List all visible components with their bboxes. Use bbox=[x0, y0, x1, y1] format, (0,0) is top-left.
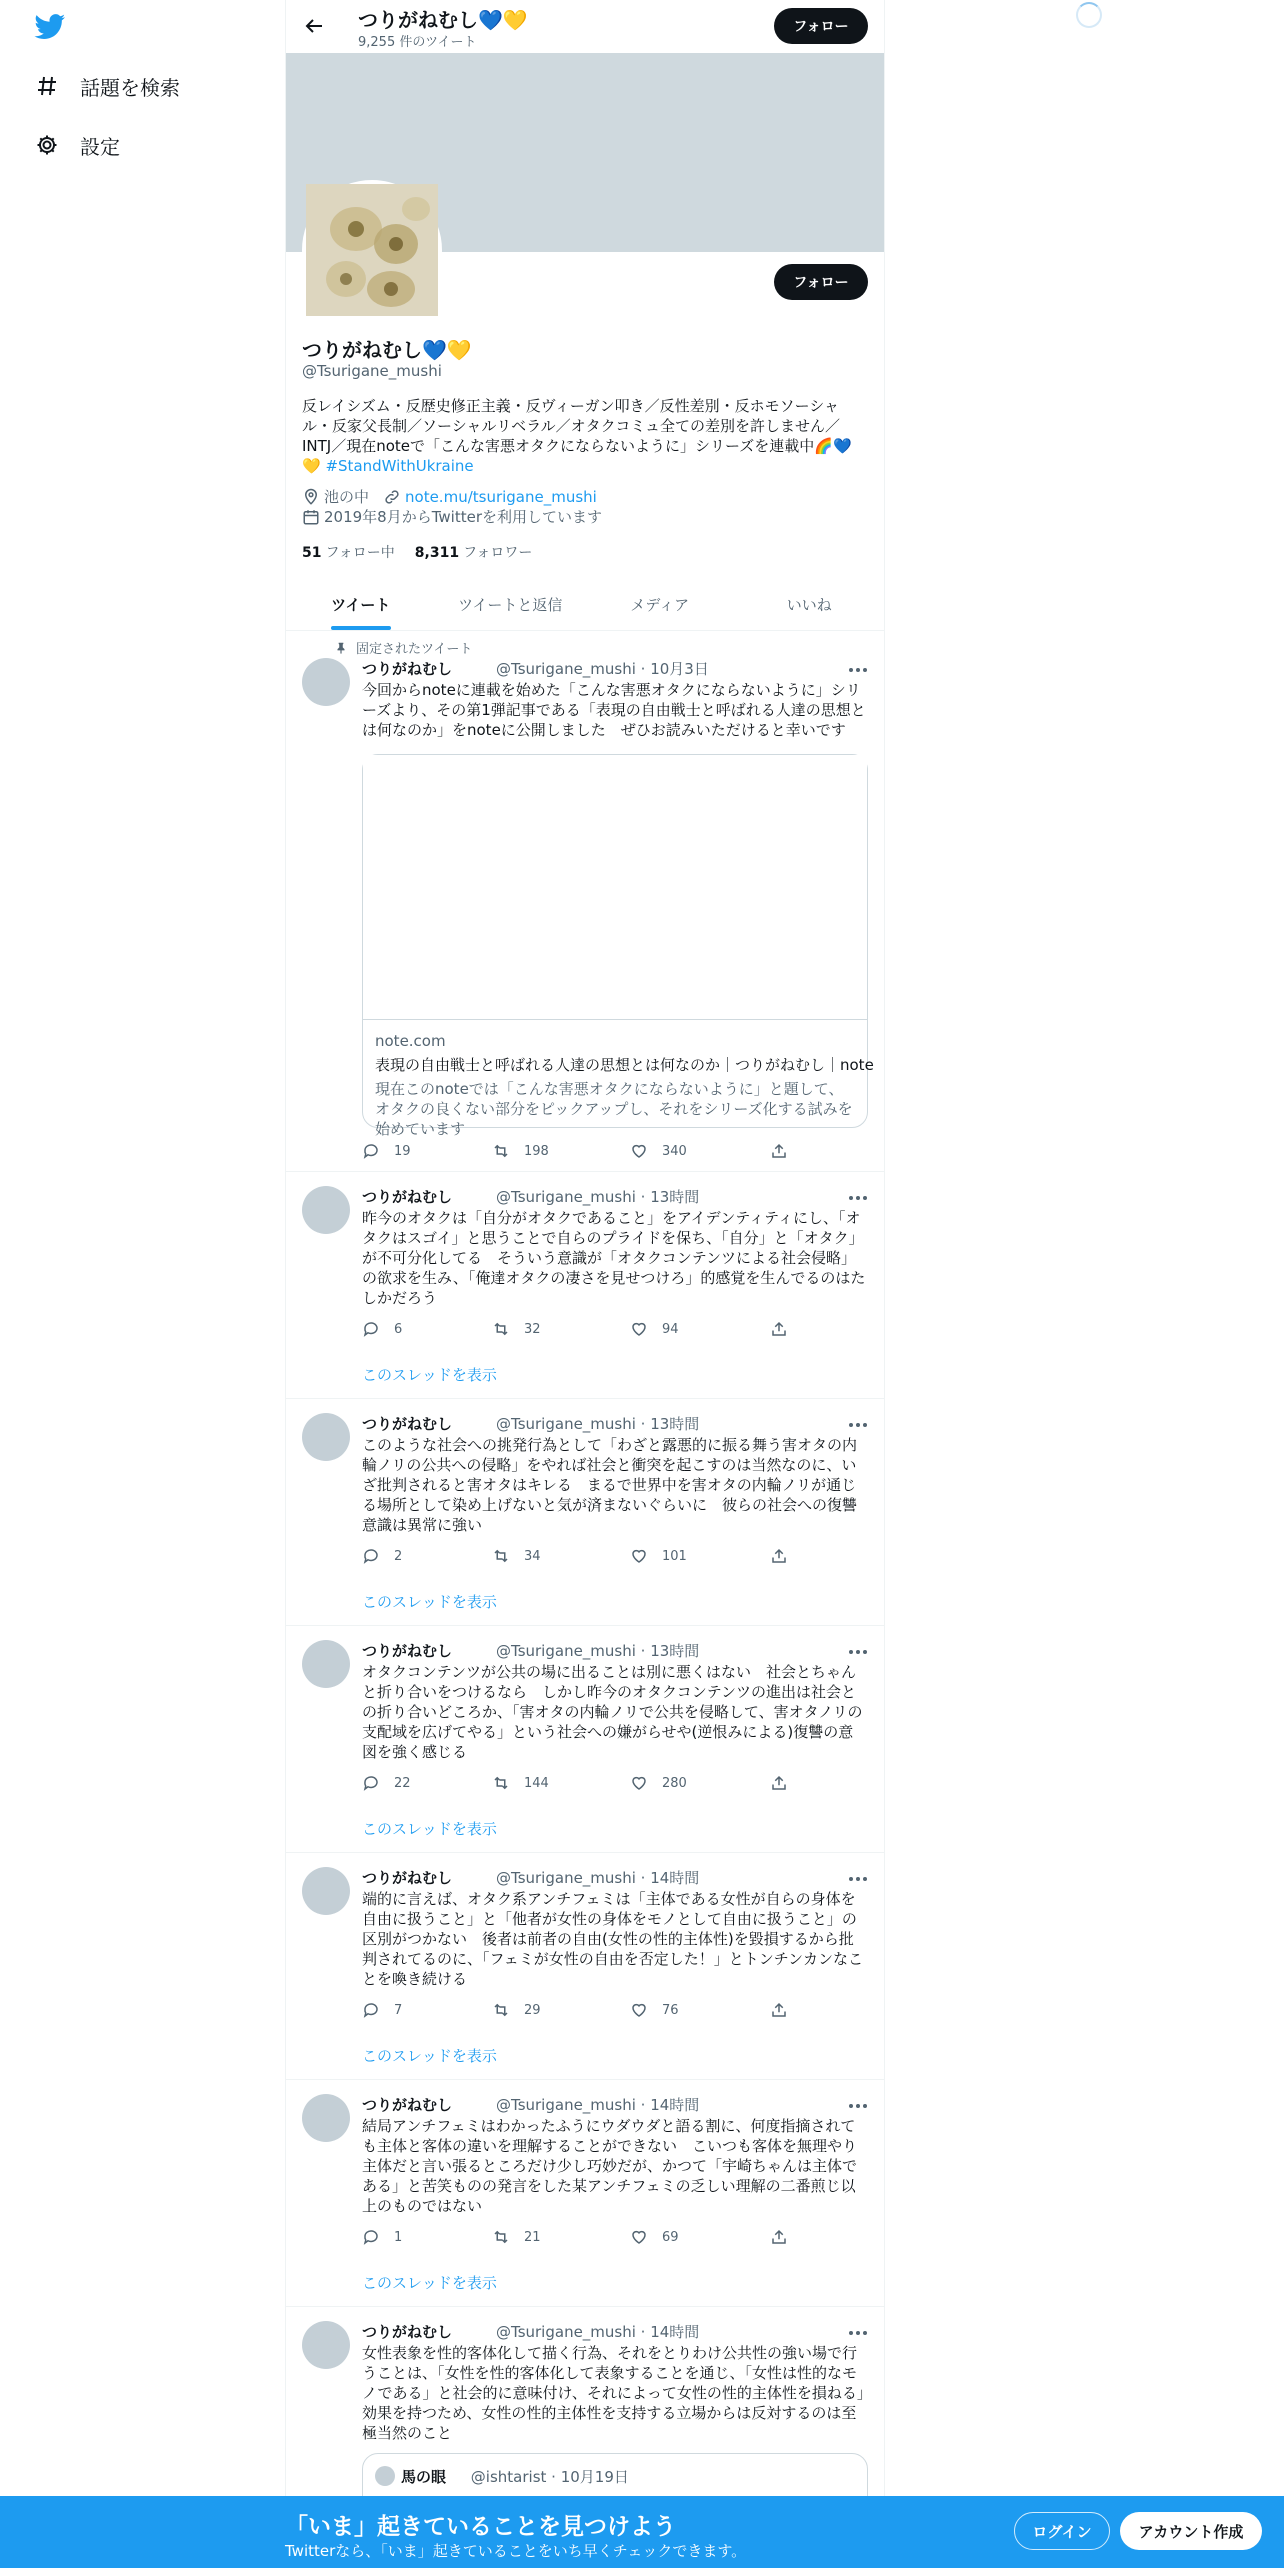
tweet[interactable] bbox=[286, 2080, 884, 2307]
retweet-icon bbox=[492, 2228, 510, 2246]
retweet-icon bbox=[492, 1547, 510, 1565]
share-icon bbox=[770, 2228, 788, 2246]
retweet-icon bbox=[492, 1320, 510, 1338]
signup-banner-subtitle: Twitterなら、「いま」起きていることをいち早くチェックできます。 bbox=[285, 2542, 747, 2560]
reply-count: 6 bbox=[394, 1321, 403, 1337]
profile-joined bbox=[302, 506, 602, 527]
tweet-author-name[interactable]: つりがねむし bbox=[362, 1188, 453, 1206]
quoted-tweet-handle-time: @ishtarist · 10月19日 bbox=[470, 2468, 629, 2486]
share-button[interactable] bbox=[770, 2228, 802, 2246]
show-thread-link[interactable]: このスレッドを表示 bbox=[362, 2047, 497, 2065]
like-count: 76 bbox=[662, 2002, 679, 2018]
more-options-icon[interactable] bbox=[848, 1642, 868, 1662]
following-label: フォロー中 bbox=[325, 545, 395, 561]
pin-icon bbox=[334, 641, 348, 655]
profile-follow-stats bbox=[302, 542, 552, 562]
like-button[interactable] bbox=[630, 2228, 679, 2246]
tweet-avatar[interactable] bbox=[302, 1186, 350, 1234]
tweet-handle-time[interactable]: @Tsurigane_mushi · 14時間 bbox=[496, 2096, 700, 2114]
tweet[interactable] bbox=[286, 1399, 884, 1626]
tweet-handle-time[interactable]: @Tsurigane_mushi · 14時間 bbox=[496, 1869, 700, 1887]
profile-tabs bbox=[286, 578, 884, 631]
tweet-text: 今回からnoteに連載を始めた「こんな害悪オタクにならないように」シリーズより、その第1弾記事である「表現の自由戦士と呼ばれる人達の思想とは何なのか」をnoteに公開しました ぜひお読みいただけると幸いです bbox=[362, 681, 866, 739]
signup-button[interactable]: アカウント作成 bbox=[1120, 2512, 1262, 2550]
heart-icon bbox=[630, 1774, 648, 1792]
signup-banner-title: 「いま」起きていることを見つけよう bbox=[285, 2514, 676, 2540]
tweet-header bbox=[362, 1867, 699, 1888]
reply-icon bbox=[362, 1142, 380, 1160]
tweet-actions bbox=[362, 1547, 792, 1567]
left-nav bbox=[0, 0, 285, 2568]
retweet-count: 29 bbox=[524, 2002, 541, 2018]
reply-count: 1 bbox=[394, 2229, 403, 2245]
loading-spinner bbox=[1076, 2, 1102, 28]
location-pin-icon bbox=[302, 488, 320, 506]
profile-bio bbox=[302, 396, 868, 476]
pinned-label-text: 固定されたツイート bbox=[356, 642, 473, 657]
share-button[interactable] bbox=[770, 1320, 802, 1338]
more-options-icon[interactable] bbox=[848, 1869, 868, 1889]
reply-count: 2 bbox=[394, 1548, 403, 1564]
nav-item-label: 話題を検索 bbox=[80, 75, 180, 100]
more-options-icon[interactable] bbox=[848, 1415, 868, 1435]
tweet-header bbox=[362, 2094, 699, 2115]
reply-button[interactable] bbox=[362, 1320, 402, 1338]
share-button[interactable] bbox=[770, 1774, 802, 1792]
like-button[interactable] bbox=[630, 1142, 687, 1160]
tweet-header bbox=[362, 658, 709, 679]
share-button[interactable] bbox=[770, 2001, 802, 2019]
like-button[interactable] bbox=[630, 1320, 679, 1338]
profile-joined-text: 2019年8月からTwitterを利用しています bbox=[324, 508, 602, 526]
share-icon bbox=[770, 1547, 788, 1565]
tweet-author-name[interactable]: つりがねむし bbox=[362, 2096, 453, 2114]
tweet-text: 端的に言えば、オタク系アンチフェミは「主体である女性が自らの身体を自由に扱うこと」と「他者が女性の身体をモノとして自由に扱うこと」の区別がつかない 後者は前者の自由(女性の性的主体性)を毀損するから批判されてるのに、「フェミが女性の自由を否定した！」とトンチンカンなことを喚き続ける bbox=[362, 1890, 864, 1988]
retweet-count: 198 bbox=[524, 1143, 549, 1159]
hashtag-icon bbox=[34, 73, 60, 99]
quoted-tweet-author: 馬の眼 bbox=[401, 2468, 447, 2486]
retweet-count: 34 bbox=[524, 1548, 541, 1564]
followers-link[interactable] bbox=[415, 542, 533, 562]
like-count: 94 bbox=[662, 1321, 679, 1337]
reply-button[interactable] bbox=[362, 2228, 402, 2246]
tweet-actions bbox=[362, 1774, 792, 1794]
heart-icon bbox=[630, 1320, 648, 1338]
reply-button[interactable] bbox=[362, 1142, 411, 1160]
tweet-header bbox=[362, 1186, 699, 1207]
profile-bio-hashtag[interactable]: #StandWithUkraine bbox=[325, 457, 474, 475]
profile-location bbox=[302, 486, 369, 507]
tweet-text: オタクコンテンツが公共の場に出ることは別に悪くはない 社会とちゃんと折り合いをつけるなら しかし昨今のオタクコンテンツの進出は社会との折り合いどころか、「害オタの内輪ノリで公共を侵略して、害オタノリの支配域を広げてやる」という社会への嫌がらせや(逆恨みによる)復讐の意図を強く感じる bbox=[362, 1663, 863, 1761]
profile-name: つりがねむし💙💛 bbox=[302, 338, 472, 362]
profile-meta bbox=[302, 486, 611, 507]
link-card[interactable] bbox=[362, 754, 874, 1138]
show-thread-link[interactable]: このスレッドを表示 bbox=[362, 1820, 497, 1838]
retweet-button[interactable] bbox=[492, 2228, 541, 2246]
retweet-icon bbox=[492, 1774, 510, 1792]
back-arrow-icon[interactable] bbox=[302, 14, 326, 38]
like-count: 280 bbox=[662, 1775, 687, 1791]
like-count: 340 bbox=[662, 1143, 687, 1159]
tweet-author-name[interactable]: つりがねむし bbox=[362, 2323, 453, 2341]
more-options-icon[interactable] bbox=[848, 660, 868, 680]
link-card-image bbox=[363, 755, 867, 1020]
reply-icon bbox=[362, 1547, 380, 1565]
tweet-avatar[interactable] bbox=[302, 2094, 350, 2142]
share-icon bbox=[770, 2001, 788, 2019]
tweet-handle-time[interactable]: @Tsurigane_mushi · 13時間 bbox=[496, 1642, 700, 1660]
tweet-author-name[interactable]: つりがねむし bbox=[362, 660, 453, 678]
profile-bio-text: 反レイシズム・反歴史修正主義・反ヴィーガン叩き／反性差別・反ホモソーシャル・反家父長制／ソーシャルリベラル／オタクコミュ全ての差別を許しません／INTJ／現在noteで「こんな害悪オタクにならないように」シリーズを連載中🌈💙💛 bbox=[302, 397, 852, 475]
tweet-avatar[interactable] bbox=[302, 658, 350, 706]
header-profile-name: つりがねむし💙💛 bbox=[358, 8, 528, 32]
tweet-author-name[interactable]: つりがねむし bbox=[362, 1869, 453, 1887]
calendar-icon bbox=[302, 508, 320, 526]
tweet-handle-time[interactable]: @Tsurigane_mushi · 13時間 bbox=[496, 1188, 700, 1206]
tweet-actions bbox=[362, 1142, 792, 1162]
heart-icon bbox=[630, 1547, 648, 1565]
tweet-text: このような社会への挑発行為として「わざと露悪的に振る舞う害オタの内輪ノリの公共への侵略」をやれば社会と衝突を起こすのは当然なのに、いざ批判されると害オタはキレる まるで世界中を害オタの内輪ノリが通じる場所として染め上げないと気が済まないぐらいに 彼らの社会への復讐意識は異常に強い bbox=[362, 1436, 858, 1534]
heart-icon bbox=[630, 2228, 648, 2246]
followers-count: 8,311 bbox=[414, 545, 460, 561]
heart-icon bbox=[630, 2001, 648, 2019]
reply-button[interactable] bbox=[362, 1774, 411, 1792]
retweet-icon bbox=[492, 2001, 510, 2019]
main-column bbox=[285, 0, 885, 2568]
link-card-description: 現在このnoteでは「こんな害悪オタクにならないように」と題して、オタクの良くない部分をピックアップし、それをシリーズ化する試みを始めています bbox=[375, 1080, 853, 1138]
tweet[interactable] bbox=[286, 1626, 884, 1853]
tweet-author-name[interactable]: つりがねむし bbox=[362, 1642, 453, 1660]
tweet-avatar[interactable] bbox=[302, 1413, 350, 1461]
like-button[interactable] bbox=[630, 2001, 679, 2019]
twitter-logo-icon[interactable] bbox=[34, 14, 66, 40]
tweet-text: 結局アンチフェミはわかったふうにウダウダと語る割に、何度指摘されても主体と客体の違いを理解することができない こいつも客体を無理やり主体だと言い張るところだけ少し巧妙だが、かつて「宇崎ちゃんは主体である」と苦笑ものの発言をした某アンチフェミの乏しい理解の二番煎じ以上のものではない bbox=[362, 2117, 858, 2215]
like-button[interactable] bbox=[630, 1774, 687, 1792]
tweet-actions bbox=[362, 2001, 792, 2021]
reply-icon bbox=[362, 2001, 380, 2019]
profile-website-link[interactable]: note.mu/tsurigane_mushi bbox=[405, 487, 597, 506]
signup-banner bbox=[0, 2496, 1284, 2568]
tweet[interactable] bbox=[286, 632, 884, 1172]
retweet-count: 144 bbox=[524, 1775, 549, 1791]
profile-handle: @Tsurigane_mushi bbox=[302, 362, 442, 380]
tweet-handle-time[interactable]: @Tsurigane_mushi · 14時間 bbox=[496, 2323, 700, 2341]
retweet-button[interactable] bbox=[492, 1774, 549, 1792]
reply-count: 7 bbox=[394, 2002, 403, 2018]
show-thread-link[interactable]: このスレッドを表示 bbox=[362, 2274, 497, 2292]
profile-location-text: 池の中 bbox=[324, 488, 370, 506]
show-thread-link[interactable]: このスレッドを表示 bbox=[362, 1593, 497, 1611]
heart-icon bbox=[630, 1142, 648, 1160]
tweet-author-name[interactable]: つりがねむし bbox=[362, 1415, 453, 1433]
tweet-text: 昨今のオタクは「自分がオタクであること」をアイデンティティにし、「オタクはスゴイ」と思うことで自らのプライドを保ち、「自分」と「オタク」が不可分化してる そういう意識が「オタクコンテンツによる社会侵略」の欲求を生み、「俺達オタクの凄さを見せつけろ」的感覚を生んでるのはたしかだろう bbox=[362, 1209, 866, 1307]
tweet-avatar[interactable] bbox=[302, 1867, 350, 1915]
gear-icon bbox=[34, 132, 60, 158]
share-button[interactable] bbox=[770, 1142, 802, 1160]
like-button[interactable] bbox=[630, 1547, 687, 1565]
nav-item-settings[interactable] bbox=[34, 125, 120, 165]
like-count: 69 bbox=[662, 2229, 679, 2245]
tweet[interactable] bbox=[286, 1853, 884, 2080]
reply-count: 19 bbox=[394, 1143, 411, 1159]
profile-header-bar bbox=[286, 0, 884, 53]
profile-follow-button[interactable]: フォロー bbox=[774, 264, 868, 300]
pinned-label bbox=[334, 638, 472, 657]
profile-website bbox=[383, 488, 597, 506]
tab-likes[interactable]: いいね bbox=[786, 595, 832, 614]
reply-count: 22 bbox=[394, 1775, 411, 1791]
tweet-header bbox=[362, 1413, 699, 1434]
tweet-header bbox=[362, 1640, 699, 1661]
retweet-button[interactable] bbox=[492, 2001, 541, 2019]
retweet-icon bbox=[492, 1142, 510, 1160]
link-icon bbox=[383, 488, 401, 506]
reply-icon bbox=[362, 2228, 380, 2246]
tab-media[interactable]: メディア bbox=[630, 595, 690, 614]
share-icon bbox=[770, 1774, 788, 1792]
more-options-icon[interactable] bbox=[848, 2323, 868, 2343]
tweet-handle-time[interactable]: @Tsurigane_mushi · 10月3日 bbox=[496, 660, 709, 678]
tweet-text: 女性表象を性的客体化して描く行為、それをとりわけ公共性の強い場で行うことは、「女性を性的客体化して表象することを通じ、「女性は性的なモノである」と社会的に意味付け、それによって女性の性的主体性を損ねる」効果を持つため、女性の性的主体性を支持する立場からは反対するのは至極当然のこと bbox=[362, 2344, 865, 2442]
like-count: 101 bbox=[662, 1548, 687, 1564]
more-options-icon[interactable] bbox=[848, 2096, 868, 2116]
tab-tweets-replies[interactable]: ツイートと返信 bbox=[458, 595, 563, 614]
reply-icon bbox=[362, 1774, 380, 1792]
retweet-button[interactable] bbox=[492, 1320, 541, 1338]
link-card-title: 表現の自由戦士と呼ばれる人達の思想とは何なのか｜つりがねむし｜note bbox=[375, 1056, 874, 1074]
retweet-count: 32 bbox=[524, 1321, 541, 1337]
tweet[interactable] bbox=[286, 1172, 884, 1399]
tweet-avatar[interactable] bbox=[302, 1640, 350, 1688]
tweet-header bbox=[362, 2321, 699, 2342]
tweet-avatar[interactable] bbox=[302, 2321, 350, 2369]
tab-tweets[interactable]: ツイート bbox=[286, 578, 436, 630]
reply-button[interactable] bbox=[362, 2001, 402, 2019]
quoted-tweet-avatar bbox=[375, 2466, 395, 2486]
following-link[interactable] bbox=[302, 542, 395, 562]
share-button[interactable] bbox=[770, 1547, 802, 1565]
retweet-button[interactable] bbox=[492, 1142, 549, 1160]
login-button[interactable]: ログイン bbox=[1014, 2512, 1110, 2550]
reply-icon bbox=[362, 1320, 380, 1338]
profile-avatar[interactable] bbox=[302, 180, 442, 320]
retweet-button[interactable] bbox=[492, 1547, 541, 1565]
header-follow-button[interactable]: フォロー bbox=[774, 8, 868, 44]
nav-item-explore[interactable] bbox=[34, 66, 180, 106]
share-icon bbox=[770, 1142, 788, 1160]
header-tweet-count: 9,255 件のツイート bbox=[358, 35, 477, 50]
more-options-icon[interactable] bbox=[848, 1188, 868, 1208]
tweet-actions bbox=[362, 1320, 792, 1340]
show-thread-link[interactable]: このスレッドを表示 bbox=[362, 1366, 497, 1384]
retweet-count: 21 bbox=[524, 2229, 541, 2245]
tweet-actions bbox=[362, 2228, 792, 2248]
share-icon bbox=[770, 1320, 788, 1338]
tweet-handle-time[interactable]: @Tsurigane_mushi · 13時間 bbox=[496, 1415, 700, 1433]
reply-button[interactable] bbox=[362, 1547, 402, 1565]
following-count: 51 bbox=[302, 545, 322, 561]
followers-label: フォロワー bbox=[463, 545, 533, 561]
quoted-tweet-header bbox=[401, 2466, 629, 2487]
link-card-domain: note.com bbox=[375, 1032, 446, 1050]
nav-item-label: 設定 bbox=[80, 134, 120, 159]
